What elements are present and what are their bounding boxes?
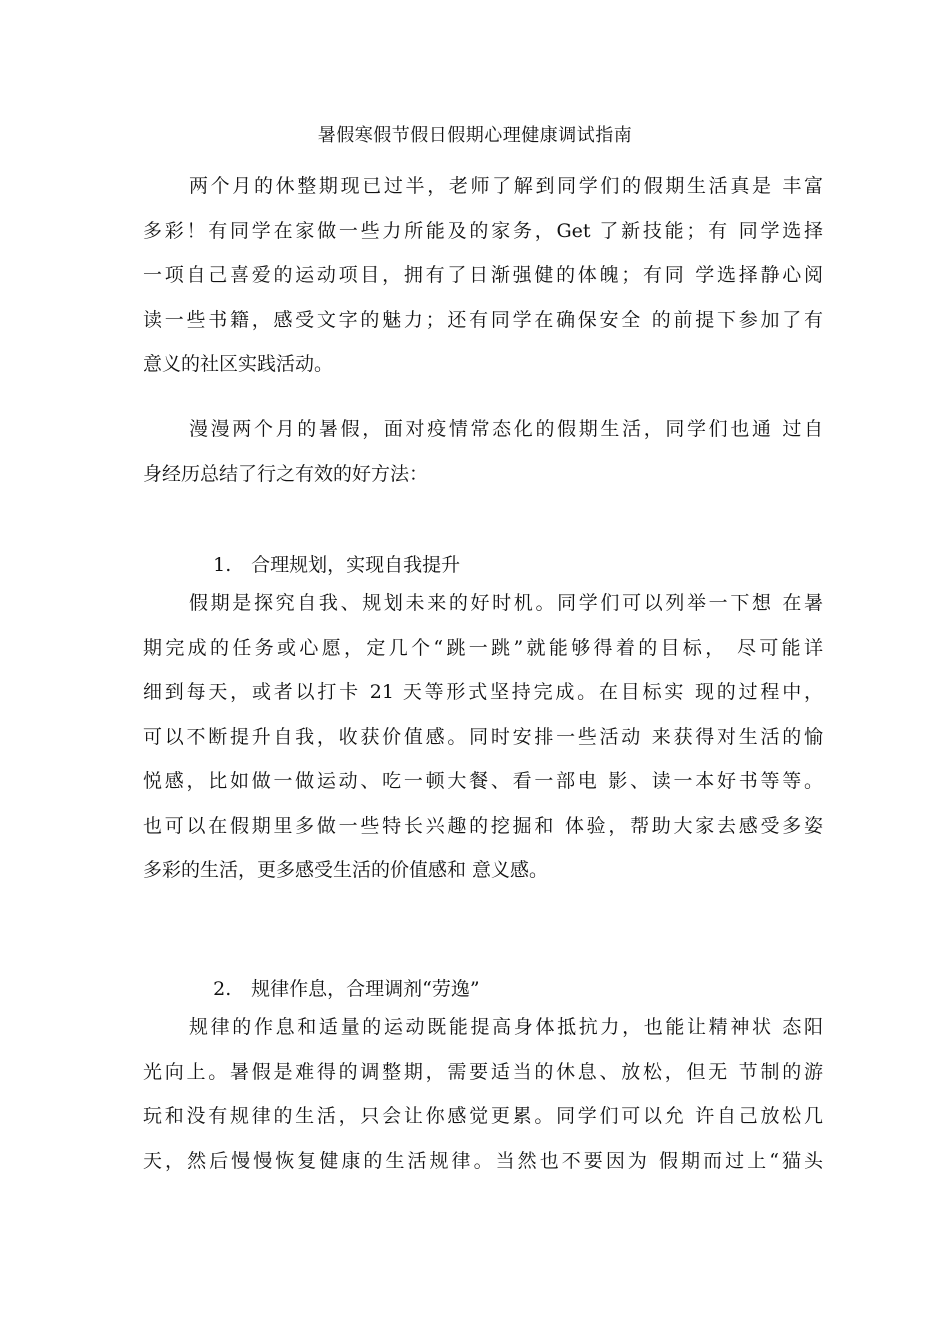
paragraph-line: 细到每天，或者以打卡 21 天等形式坚持完成。在目标实 现的过程中， xyxy=(143,681,823,703)
paragraph-line: 也可以在假期里多做一些特长兴趣的挖掘和 体验，帮助大家去感受多姿 xyxy=(143,814,823,837)
paragraph-line: 天，然后慢慢恢复健康的生活规律。当然也不要因为 假期而过上“猫头 xyxy=(143,1149,823,1172)
document-title: 暑假寒假节假日假期心理健康调试指南 xyxy=(317,125,633,146)
paragraph-1 xyxy=(143,164,823,387)
paragraph-line: 玩和没有规律的生活，只会让你感觉更累。同学们可以允 许自己放松几 xyxy=(143,1105,823,1127)
paragraph-line: 多彩！有同学在家做一些力所能及的家务，Get 了新技能；有 同学选择 xyxy=(143,219,823,242)
paragraph-4 xyxy=(143,1005,823,1183)
paragraph-line: 期完成的任务或心愿，定几个“跳一跳”就能够得着的目标， 尽可能详 xyxy=(143,636,823,659)
section-heading-text: 合理规划，实现自我提升 xyxy=(251,554,461,576)
paragraph-3 xyxy=(143,581,823,893)
paragraph-line: 可以不断提升自我，收获价值感。同时安排一些活动 来获得对生活的愉 xyxy=(143,725,823,748)
section-heading-text: 规律作息，合理调剂“劳逸” xyxy=(251,978,480,1000)
section-number: 1. xyxy=(213,554,232,576)
paragraph-line: 光向上。暑假是难得的调整期，需要适当的休息、放松，但无 节制的游 xyxy=(143,1060,823,1083)
paragraph-line: 身经历总结了行之有效的好方法： xyxy=(143,462,429,485)
section-number: 2. xyxy=(213,978,232,1000)
paragraph-line: 规律的作息和适量的运动既能提高身体抵抗力，也能让精神状 态阳 xyxy=(189,1016,823,1038)
paragraph-line: 多彩的生活，更多感受生活的价值感和 意义感。 xyxy=(143,859,549,881)
paragraph-line: 一项自己喜爱的运动项目，拥有了日渐强健的体魄；有同 学选择静心阅 xyxy=(143,264,823,286)
paragraph-line: 意义的社区实践活动。 xyxy=(143,353,334,375)
paragraph-line: 两个月的休整期现已过半，老师了解到同学们的假期生活真是 丰富 xyxy=(189,175,823,197)
paragraph-line: 悦感，比如做一做运动、吃一顿大餐、看一部电 影、读一本好书等等。 xyxy=(143,770,823,792)
paragraph-line: 假期是探究自我、规划未来的好时机。同学们可以列举一下想 在暑 xyxy=(189,592,823,614)
paragraph-2 xyxy=(143,407,823,496)
paragraph-line: 读一些书籍，感受文字的魅力；还有同学在确保安全 的前提下参加了有 xyxy=(143,308,823,331)
paragraph-line: 漫漫两个月的暑假，面对疫情常态化的假期生活，同学们也通 过自 xyxy=(189,418,823,440)
